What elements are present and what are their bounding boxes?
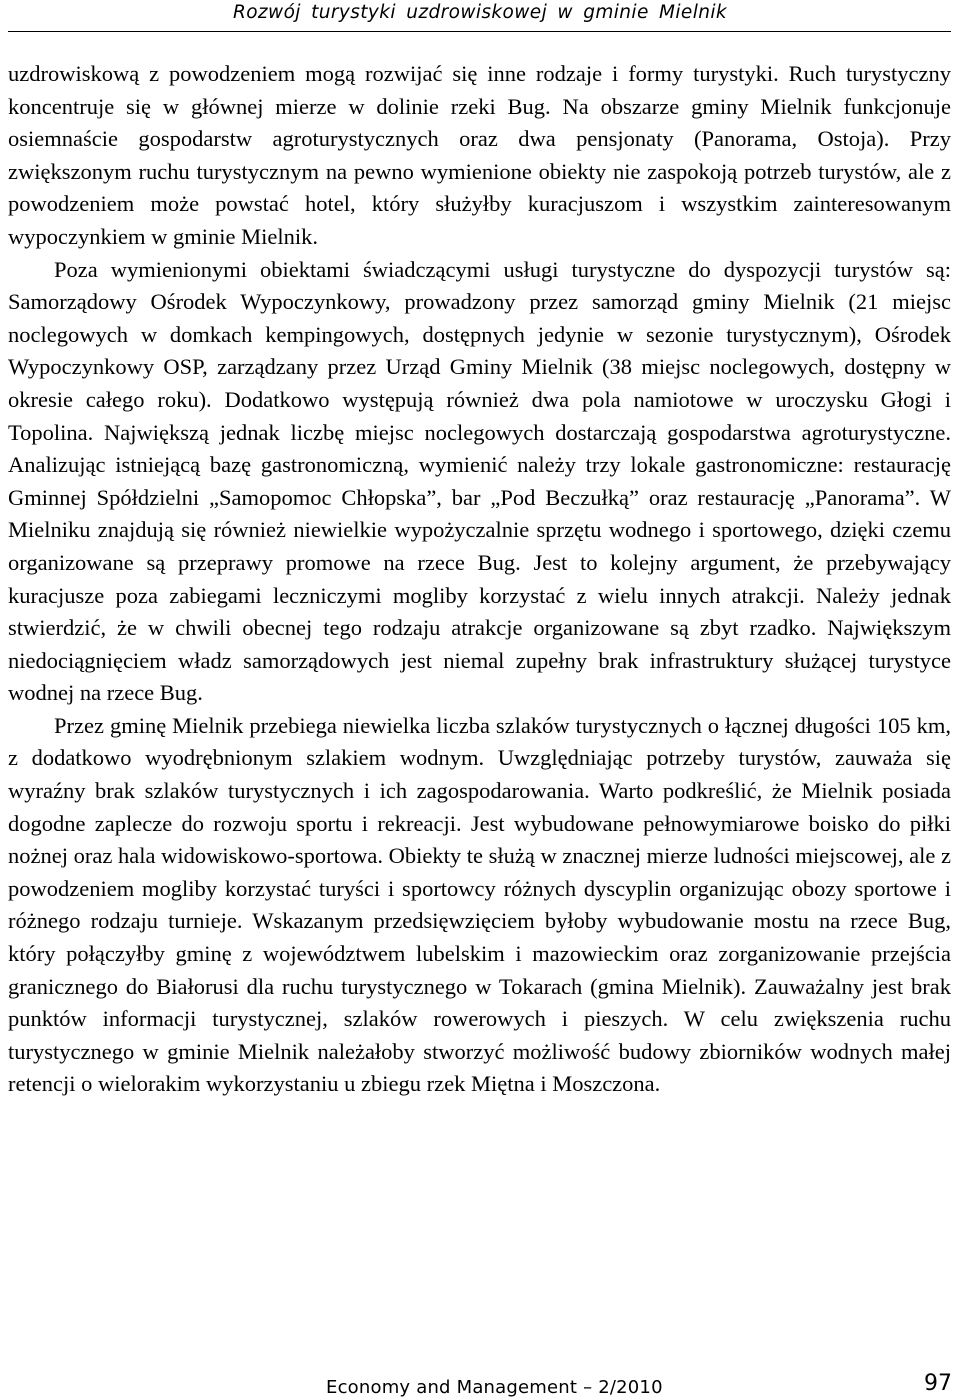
paragraph-1: uzdrowiskową z powodzeniem mogą rozwijać się inne rodzaje i formy turystyki. Ruch turystyczny koncentruje się w głównej mierze w dolinie rzeki Bug. Na obszarze gminy Mielnik funkcjonuje osiemnaście gospodarstw agroturystycznych oraz dwa pensjonaty (Panorama, Ostoja). Przy zwiększonym ruchu turystycznym na pewno wymienione obiekty nie zaspokoją potrzeb turystów, ale z powodzeniem może powstać hotel, który służyłby kuracjuszom i wszystkim zainteresowanym wypoczynkiem w gminie Mielnik. (8, 61, 951, 249)
page-number: 97 (924, 1371, 952, 1396)
page-footer (0, 1372, 960, 1398)
footer-journal-title: Economy and Management – 2/2010 (326, 1377, 663, 1398)
header-divider (8, 31, 951, 32)
running-header-title: Rozwój turystyki uzdrowiskowej w gminie Mielnik (232, 2, 728, 23)
body-text (8, 58, 951, 1101)
paragraph-2: Poza wymienionymi obiektami świadczącymi usługi turystyczne do dyspozycji turystów są: Samorządowy Ośrodek Wypoczynkowy, prowadzony przez samorząd gminy Mielnik (21 miejsc noclegowych w domkach kempingowych, dostępnych jedynie w sezonie turystycznym), Ośrodek Wypoczynkowy OSP, zarządzany przez Urząd Gminy Mielnik (38 miejsc noclegowych, dostępny w okresie całego roku). Dodatkowo występują również dwa pola namiotowe w uroczysku Głogi i Topolina. Największą jednak liczbę miejsc noclegowych dostarczają gospodarstwa agroturystyczne. Analizując istniejącą bazę gastronomiczną, wymienić należy trzy lokale gastronomiczne: restaurację Gminnej Spółdzielni „Samopomoc Chłopska”, bar „Pod Beczułką” oraz restaurację „Panorama”. W Mielniku znajdują się również niewielkie wypożyczalnie sprzętu wodnego i sportowego, dzięki czemu organizowane są przeprawy promowe na rzece Bug. Jest to kolejny argument, że przebywający kuracjusze poza zabiegami leczniczymi mogliby korzystać z wielu innych atrakcji. Należy jednak stwierdzić, że w chwili obecnej tego rodzaju atrakcje organizowane są zbyt rzadko. Największym niedociągnięciem władz samorządowych jest niemal zupełny brak infrastruktury służącej turystyce wodnej na rzece Bug. (8, 256, 951, 706)
running-header (0, 0, 960, 30)
paragraph-3: Przez gminę Mielnik przebiega niewielka liczba szlaków turystycznych o łącznej długości 105 km, z dodatkowo wyodrębnionym szlakiem wodnym. Uwzględniając potrzeby turystów, zauważa się wyraźny brak szlaków turystycznych i ich zagospodarowania. Warto podkreślić, że Mielnik posiada dogodne zaplecze do rozwoju sportu i rekreacji. Jest wybudowane pełnowymiarowe boisko do piłki nożnej oraz hala widowiskowo-sportowa. Obiekty te służą w znacznej mierze ludności miejscowej, ale z powodzeniem mogliby korzystać turyści i sportowcy różnych dyscyplin organizując obozy sportowe i różnego rodzaju turnieje. Wskazanym przedsięwzięciem byłoby wybudowanie mostu na rzece Bug, który połączyłby gminę z województwem lubelskim i mazowieckim oraz zorganizowanie przejścia granicznego do Białorusi dla ruchu turystycznego w Tokarach (gmina Mielnik). Zauważalny jest brak punktów informacji turystycznej, szlaków rowerowych i pieszych. W celu zwiększenia ruchu turystycznego w gminie Mielnik należałoby stworzyć możliwość budowy zbiorników wodnych małej retencji o wielorakim wykorzystaniu u zbiegu rzek Miętna i Moszczona. (8, 712, 951, 1097)
